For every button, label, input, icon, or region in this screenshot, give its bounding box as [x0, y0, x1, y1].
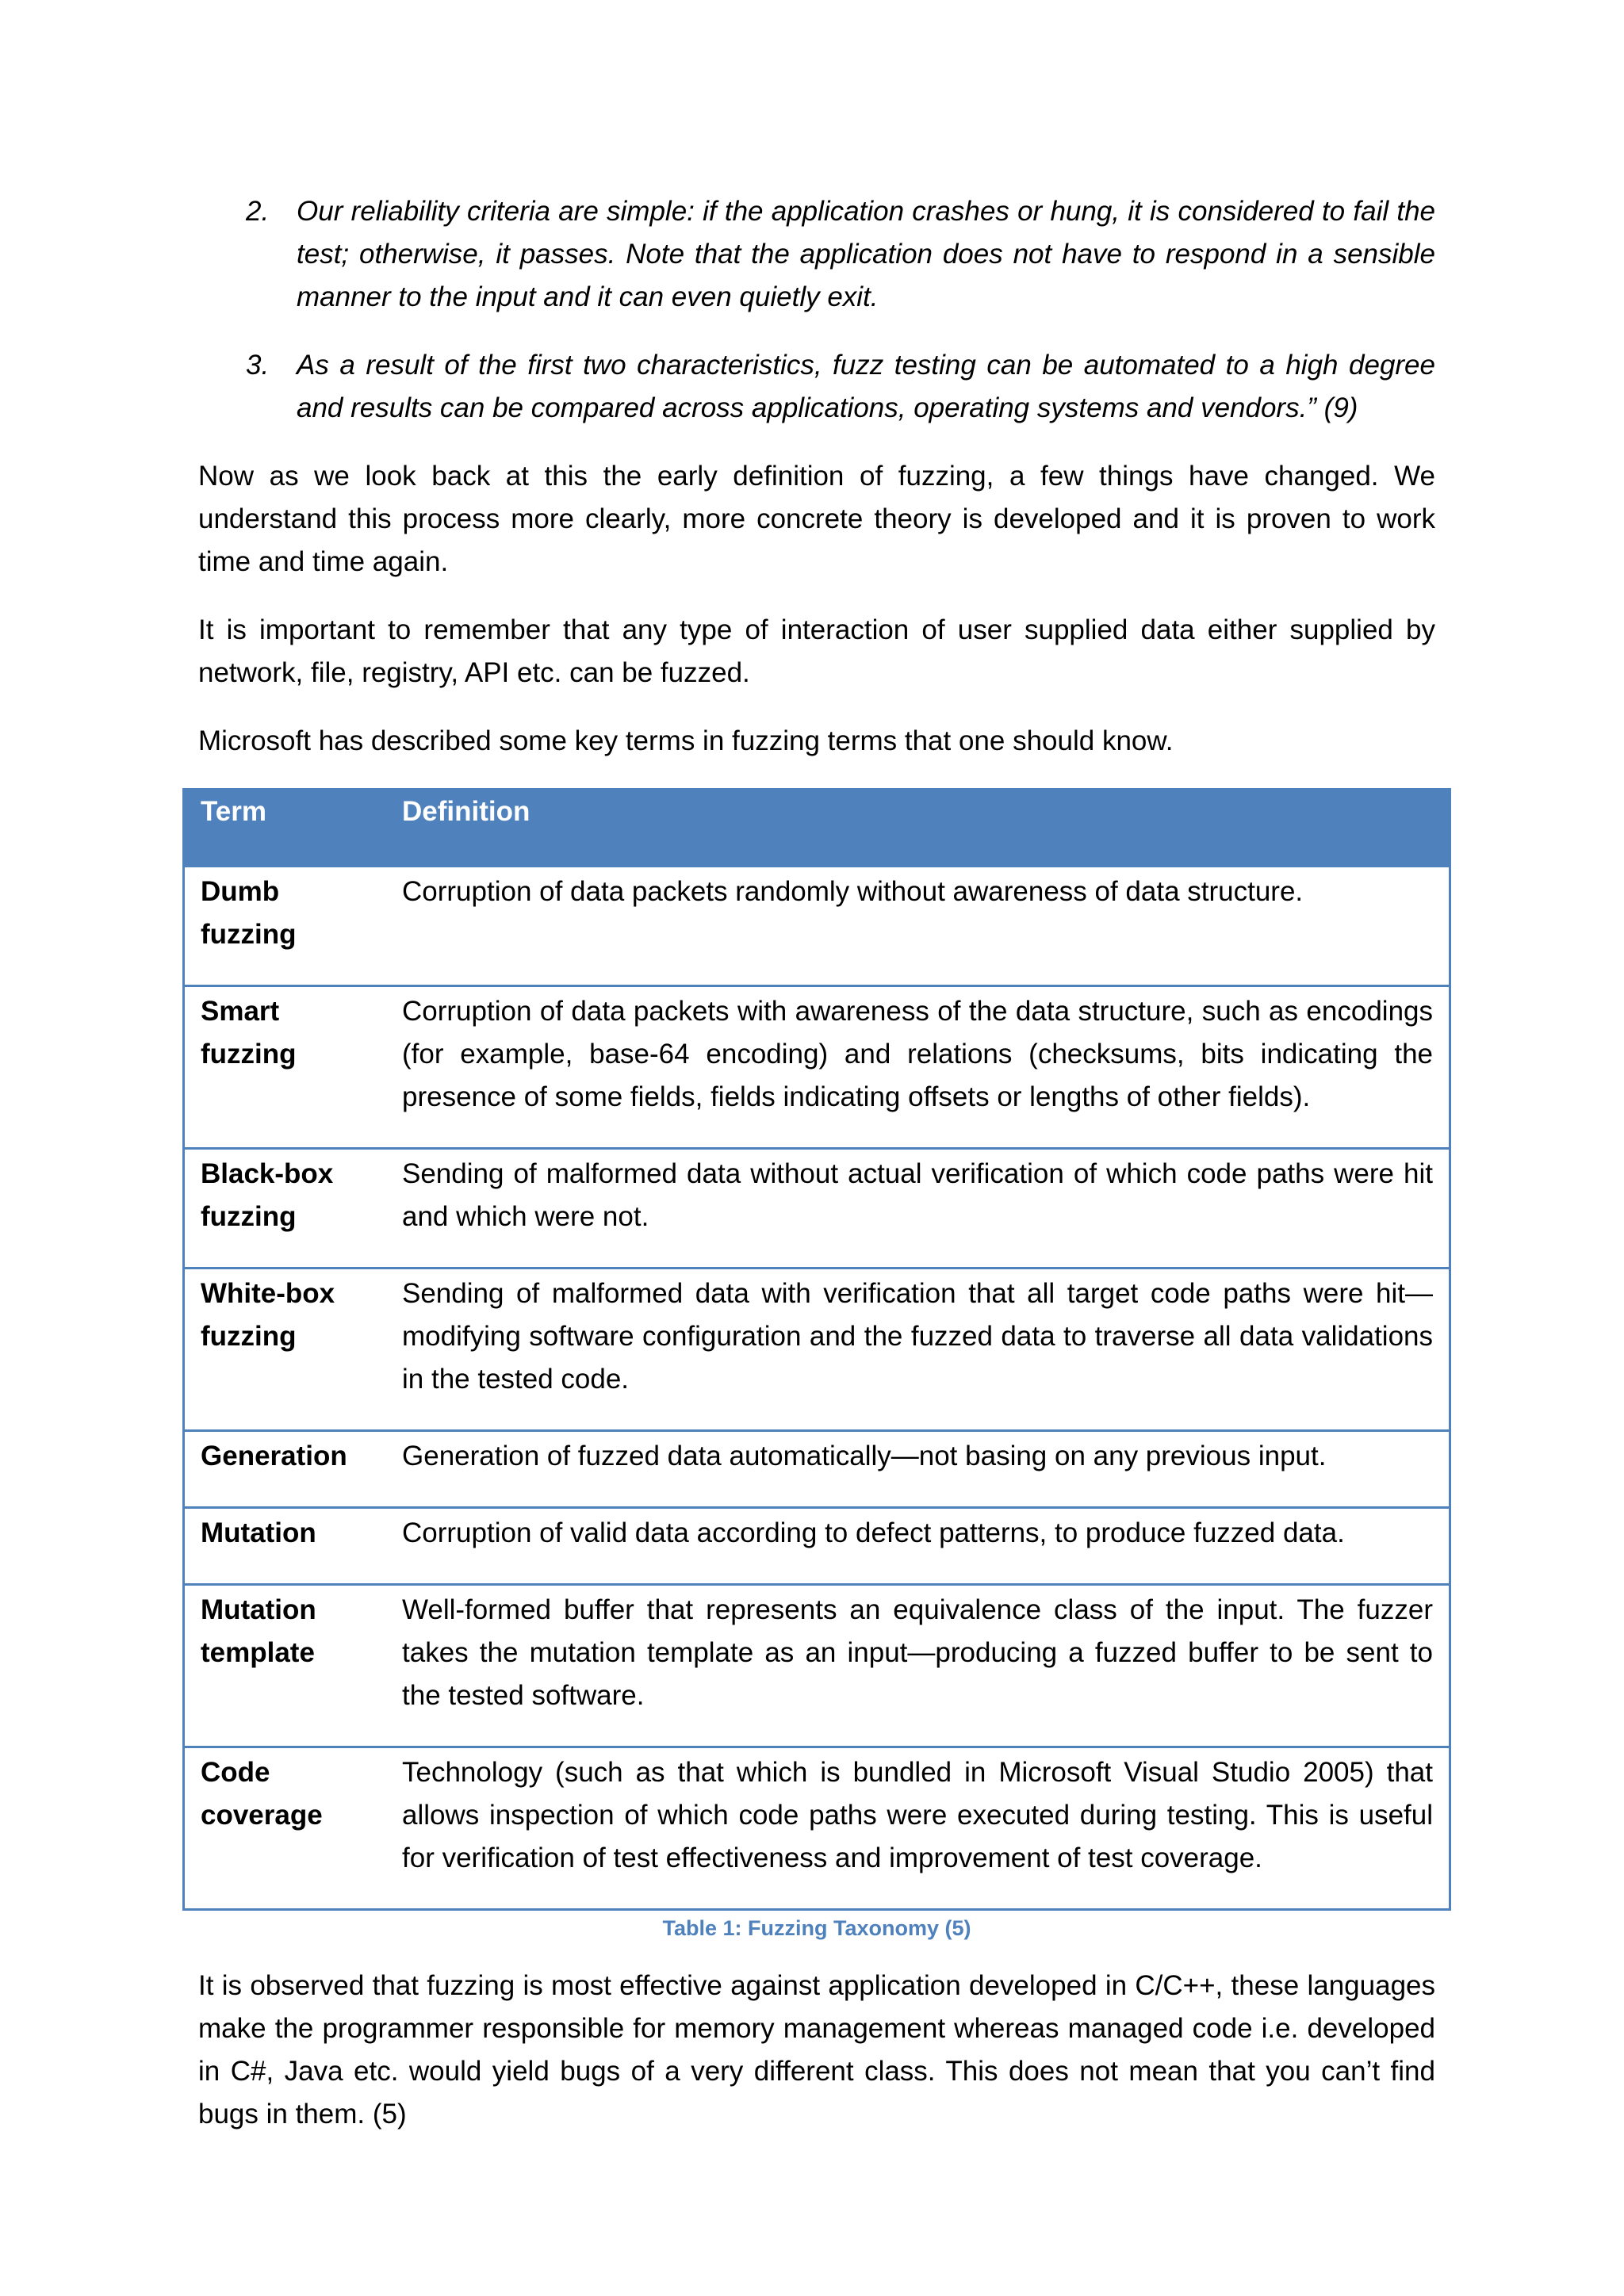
numbered-list: [198, 190, 1435, 430]
definition-cell: Sending of malformed data without actual verification of which code paths were hit and which were not.: [402, 1158, 1433, 1232]
definition-cell: Well-formed buffer that represents an equivalence class of the input. The fuzzer takes the mutation template as an input—producing a fuzzed buffer to be sent to the tested software.: [402, 1594, 1433, 1711]
term-cell: Generation: [201, 1441, 347, 1471]
document-page: [198, 190, 1435, 2161]
term-cell: Dumb fuzzing: [201, 876, 297, 950]
fuzzing-taxonomy-table: [182, 788, 1451, 1911]
definition-cell: Corruption of valid data according to defect patterns, to produce fuzzed data.: [402, 1517, 1345, 1548]
body-paragraph: Now as we look back at this the early definition of fuzzing, a few things have changed. We understand this process more clearly, more concrete theory is developed and it is proven to work time and time again.: [198, 461, 1435, 577]
term-cell: White-box fuzzing: [201, 1278, 335, 1352]
list-item-number: 3.: [246, 350, 270, 381]
list-item-number: 2.: [246, 196, 270, 227]
list-item-text: As a result of the first two characteristics, fuzz testing can be automated to a high degree and results can be compared across applications, operating systems and vendors.” (9): [297, 350, 1435, 423]
term-cell: Code coverage: [201, 1757, 323, 1831]
definition-cell: Generation of fuzzed data automatically—not basing on any previous input.: [402, 1441, 1327, 1471]
table-header-definition: Definition: [402, 796, 530, 827]
definition-cell: Technology (such as that which is bundled in Microsoft Visual Studio 2005) that allows inspection of which code paths were executed during testing. This is useful for verification of test effectiveness and improvement of test coverage.: [402, 1757, 1433, 1873]
table-row: [184, 986, 1450, 1149]
table-row: [184, 1269, 1450, 1431]
table-header-term: Term: [201, 796, 266, 827]
closing-paragraph: It is observed that fuzzing is most effective against application developed in C/C++, these languages make the programmer responsible for memory management whereas managed code i.e. developed in C#, Java etc. would yield bugs of a very different class. This does not mean that you can’t find bugs in them. (5): [198, 1970, 1435, 2130]
table-row: [184, 1149, 1450, 1269]
list-item: [198, 190, 1435, 319]
definition-cell: Sending of malformed data with verification that all target code paths were hit—modifying software configuration and the fuzzed data to traverse all data validations in the tested code.: [402, 1278, 1433, 1395]
definition-cell: Corruption of data packets with awareness of the data structure, such as encodings (for example, base-64 encoding) and relations (checksums, bits indicating the presence of some fields, fields indicating offsets or lengths of other fields).: [402, 996, 1433, 1112]
definition-cell: Corruption of data packets randomly without awareness of data structure.: [402, 876, 1304, 907]
table-row: [184, 867, 1450, 986]
term-cell: Mutation template: [201, 1594, 316, 1668]
table-row: [184, 1508, 1450, 1585]
list-item: [198, 344, 1435, 430]
table-row: [184, 1431, 1450, 1508]
term-cell: Smart fuzzing: [201, 996, 297, 1070]
table-row: [184, 1747, 1450, 1910]
table-row: [184, 1585, 1450, 1747]
table-header-row: [184, 790, 1450, 867]
term-cell: Mutation: [201, 1517, 316, 1548]
body-paragraph: Microsoft has described some key terms in fuzzing terms that one should know.: [198, 725, 1174, 756]
list-item-text: Our reliability criteria are simple: if the application crashes or hung, it is considered to fail the test; otherwise, it passes. Note that the application does not have to respond in a sensible manner to the input and it can even quietly exit.: [297, 196, 1435, 312]
table-caption: Table 1: Fuzzing Taxonomy (5): [662, 1916, 971, 1940]
term-cell: Black-box fuzzing: [201, 1158, 334, 1232]
body-paragraph: It is important to remember that any type of interaction of user supplied data either supplied by network, file, registry, API etc. can be fuzzed.: [198, 614, 1435, 688]
